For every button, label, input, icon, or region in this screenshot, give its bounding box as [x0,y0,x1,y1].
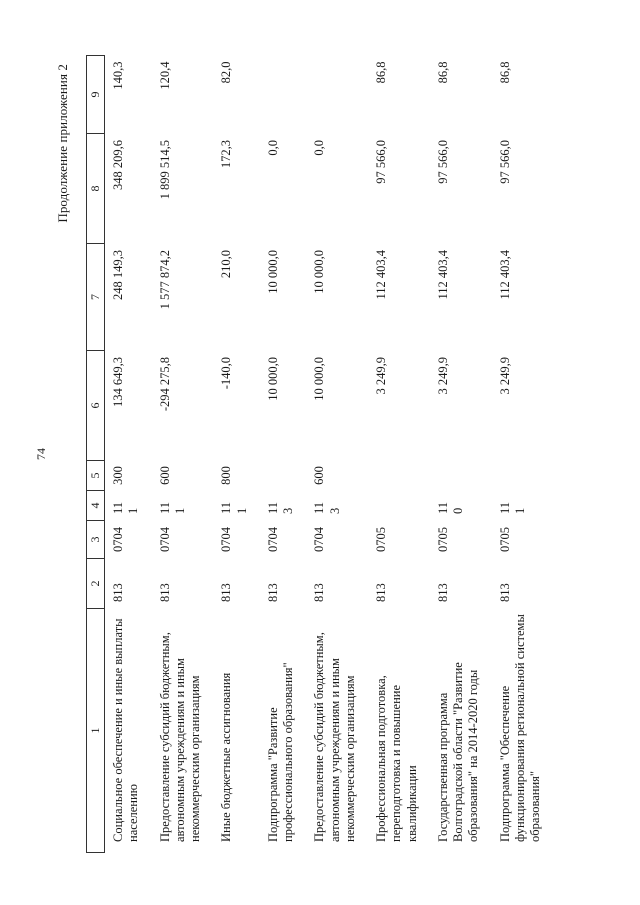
cell-value-9 [260,56,307,134]
cell-section: 0704 [312,527,327,552]
row-name: Предоставление субсидий бюджетным, автономным учреждениям и иным некоммерческим организациям [312,632,357,842]
column-number-header [87,56,105,853]
cell-value-6: 3 249,9 [374,357,388,395]
cell-value-7: 112 403,4 [435,250,450,300]
cell-value-6: 3 249,9 [497,357,512,395]
col-header-8: 8 [87,134,105,244]
table-row [306,56,368,853]
col-header-4: 4 [87,491,105,521]
table-row [260,56,307,853]
table-row [213,56,260,853]
cell-program: 11 1 [219,501,249,514]
row-name: Государственная программа Волгоградской области "Развитие образования" на 2014-2020 годы [435,662,481,842]
cell-value-7: 112 403,4 [374,250,388,300]
cell-ministry: 813 [374,583,388,602]
cell-value-7: 248 149,3 [111,250,125,300]
cell-value-7: 112 403,4 [497,250,512,300]
cell-expense-type [260,461,307,491]
cell-expense-type [492,461,554,491]
cell-section: 0705 [497,527,512,552]
cell-value-6: -294 275,8 [157,357,172,412]
cell-value-7: 10 000,0 [312,250,327,294]
cell-value-8: 172,3 [219,140,234,169]
row-name: Подпрограмма "Развитие профессионального образования" [265,662,295,842]
cell-section: 0705 [435,527,450,552]
cell-ministry: 813 [219,583,234,602]
cell-value-6: 10 000,0 [312,357,327,401]
row-name: Социальное обеспечение и иные выплаты населению [111,618,141,842]
cell-value-9 [306,56,368,134]
col-header-3: 3 [87,521,105,559]
cell-value-8: 0,0 [312,140,327,156]
row-name: Предоставление субсидий бюджетным, автономным учреждениям и иным некоммерческим организациям [157,632,202,842]
cell-expense-type: 600 [312,466,327,485]
cell-value-7: 1 577 874,2 [157,250,172,310]
col-header-9: 9 [87,56,105,134]
budget-table [86,55,553,853]
cell-program: 11 3 [312,501,342,514]
cell-ministry: 813 [312,583,327,602]
cell-expense-type: 800 [219,466,234,485]
table-row [492,56,554,853]
appendix-caption: Продолжение приложения 2 [55,64,70,223]
cell-expense-type [430,461,492,491]
cell-value-8: 97 566,0 [497,140,512,184]
cell-value-9: 86,8 [435,61,450,84]
cell-value-9: 140,3 [111,61,125,90]
cell-value-6: 3 249,9 [435,357,450,395]
cell-ministry: 813 [497,583,512,602]
table-row [430,56,492,853]
cell-value-8: 0,0 [265,140,280,156]
cell-program: 11 1 [497,501,527,514]
cell-section: 0704 [219,527,234,552]
cell-ministry: 813 [435,583,450,602]
cell-value-9: 86,8 [497,61,512,84]
cell-value-6: 10 000,0 [265,357,280,401]
cell-value-7: 210,0 [219,250,234,279]
cell-value-8: 348 209,6 [111,140,125,190]
row-name: Профессиональная подготовка, переподготовка и повышение квалификации [374,675,419,842]
cell-ministry: 813 [157,583,172,602]
cell-value-8: 97 566,0 [435,140,450,184]
col-header-5: 5 [87,461,105,491]
cell-ministry: 813 [111,583,125,602]
cell-expense-type [368,461,430,491]
row-name: Подпрограмма "Обеспечение функционирования региональной системы образования" [497,614,542,842]
table-row [105,56,152,853]
cell-value-6: 134 649,3 [111,357,125,407]
col-header-7: 7 [87,244,105,351]
cell-section: 0704 [265,527,280,552]
cell-program: 11 0 [435,501,465,514]
cell-expense-type: 300 [111,466,125,485]
cell-section: 0704 [111,527,125,552]
table-row [152,56,214,853]
cell-value-9: 86,8 [374,61,388,84]
cell-ministry: 813 [265,583,280,602]
cell-value-9: 120,4 [157,61,172,90]
cell-program: 11 3 [265,501,295,514]
cell-program: 11 1 [157,501,187,514]
cell-value-8: 1 899 514,5 [157,140,172,200]
cell-section: 0704 [157,527,172,552]
page-number: 74 [34,448,48,460]
cell-program: 11 1 [111,501,141,514]
cell-value-9: 82,0 [219,61,234,84]
cell-expense-type: 600 [157,466,172,485]
table-row [368,56,430,853]
col-header-2: 2 [87,559,105,609]
cell-value-8: 97 566,0 [374,140,388,184]
col-header-1: 1 [87,609,105,853]
cell-program [368,491,430,521]
cell-value-6: -140,0 [219,357,234,390]
cell-value-7: 10 000,0 [265,250,280,294]
col-header-6: 6 [87,351,105,461]
cell-section: 0705 [374,527,388,552]
row-name: Иные бюджетные ассигнования [219,672,234,842]
